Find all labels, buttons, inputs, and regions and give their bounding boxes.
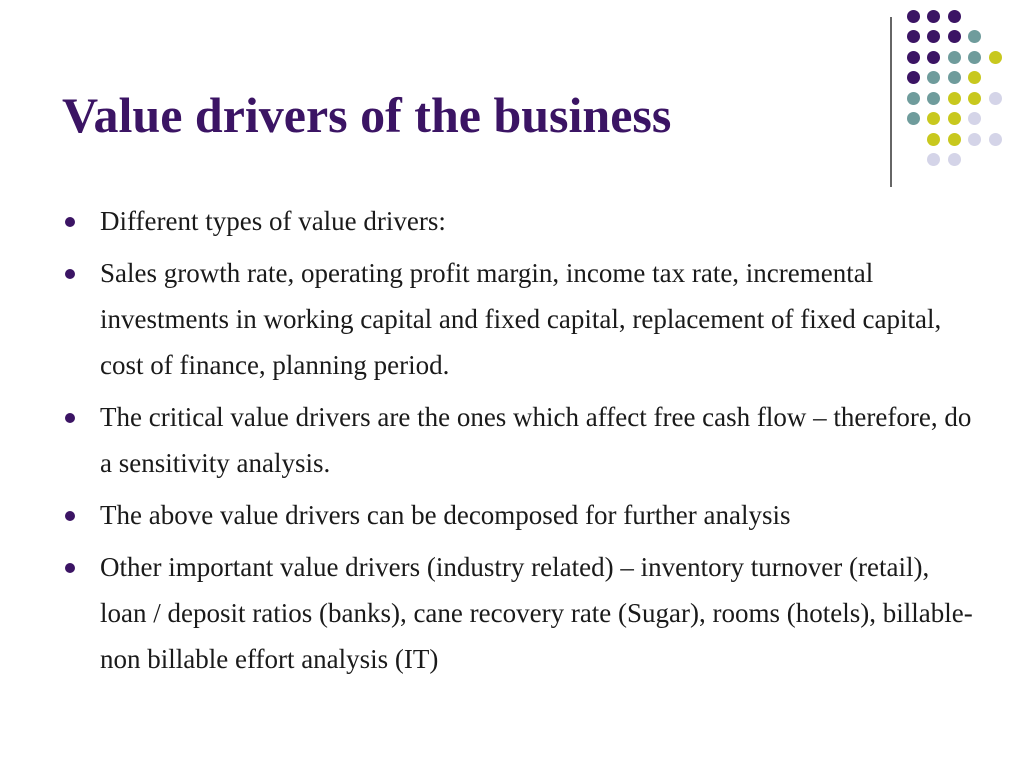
decorative-dot — [968, 51, 981, 64]
bullet-icon — [65, 413, 75, 423]
bullet-icon — [65, 269, 75, 279]
bullet-text: Different types of value drivers: — [100, 206, 446, 236]
decorative-dot — [948, 92, 961, 105]
decorative-dot — [948, 71, 961, 84]
bullet-text: The critical value drivers are the ones which affect free cash flow – therefore, do a sensitivity analysis. — [100, 402, 972, 478]
decorative-dot — [948, 30, 961, 43]
bullet-list — [62, 198, 982, 688]
decorative-dot — [968, 30, 981, 43]
bullet-icon — [65, 563, 75, 573]
decorative-dot — [927, 133, 940, 146]
vertical-divider — [890, 17, 892, 187]
bullet-text: Other important value drivers (industry related) – inventory turnover (retail), loan / deposit ratios (banks), cane recovery rate (Sugar), rooms (hotels), billable-non billable effort analysis (IT) — [100, 552, 973, 674]
decorative-dot — [989, 92, 1002, 105]
decorative-dot — [948, 153, 961, 166]
decorative-dot — [907, 30, 920, 43]
bullet-item — [62, 492, 982, 538]
decorative-dot — [927, 30, 940, 43]
bullet-item — [62, 250, 982, 388]
decorative-dot — [927, 92, 940, 105]
bullet-item — [62, 394, 982, 486]
decorative-dot — [989, 133, 1002, 146]
bullet-item — [62, 544, 982, 682]
decorative-dot — [907, 112, 920, 125]
bullet-item — [62, 198, 982, 244]
bullet-text: The above value drivers can be decomposed for further analysis — [100, 500, 791, 530]
decorative-dot — [989, 51, 1002, 64]
decorative-dot — [927, 51, 940, 64]
slide-title: Value drivers of the business — [62, 87, 672, 143]
decorative-dot — [948, 112, 961, 125]
bullet-text: Sales growth rate, operating profit margin, income tax rate, incremental investments in working capital and fixed capital, replacement of fixed capital, cost of finance, planning period. — [100, 258, 942, 380]
bullet-icon — [65, 217, 75, 227]
decorative-dot — [968, 92, 981, 105]
decorative-dot — [927, 10, 940, 23]
decorative-dot — [907, 51, 920, 64]
decorative-dot — [948, 10, 961, 23]
decorative-dot — [927, 153, 940, 166]
decorative-dot — [927, 71, 940, 84]
decorative-dot — [927, 112, 940, 125]
decorative-dot — [948, 51, 961, 64]
bullet-icon — [65, 511, 75, 521]
decorative-dot — [968, 133, 981, 146]
decorative-dot — [968, 71, 981, 84]
decorative-dot — [968, 112, 981, 125]
decorative-dot — [948, 133, 961, 146]
decorative-dot — [907, 92, 920, 105]
decorative-dot — [907, 71, 920, 84]
decorative-dot — [907, 10, 920, 23]
